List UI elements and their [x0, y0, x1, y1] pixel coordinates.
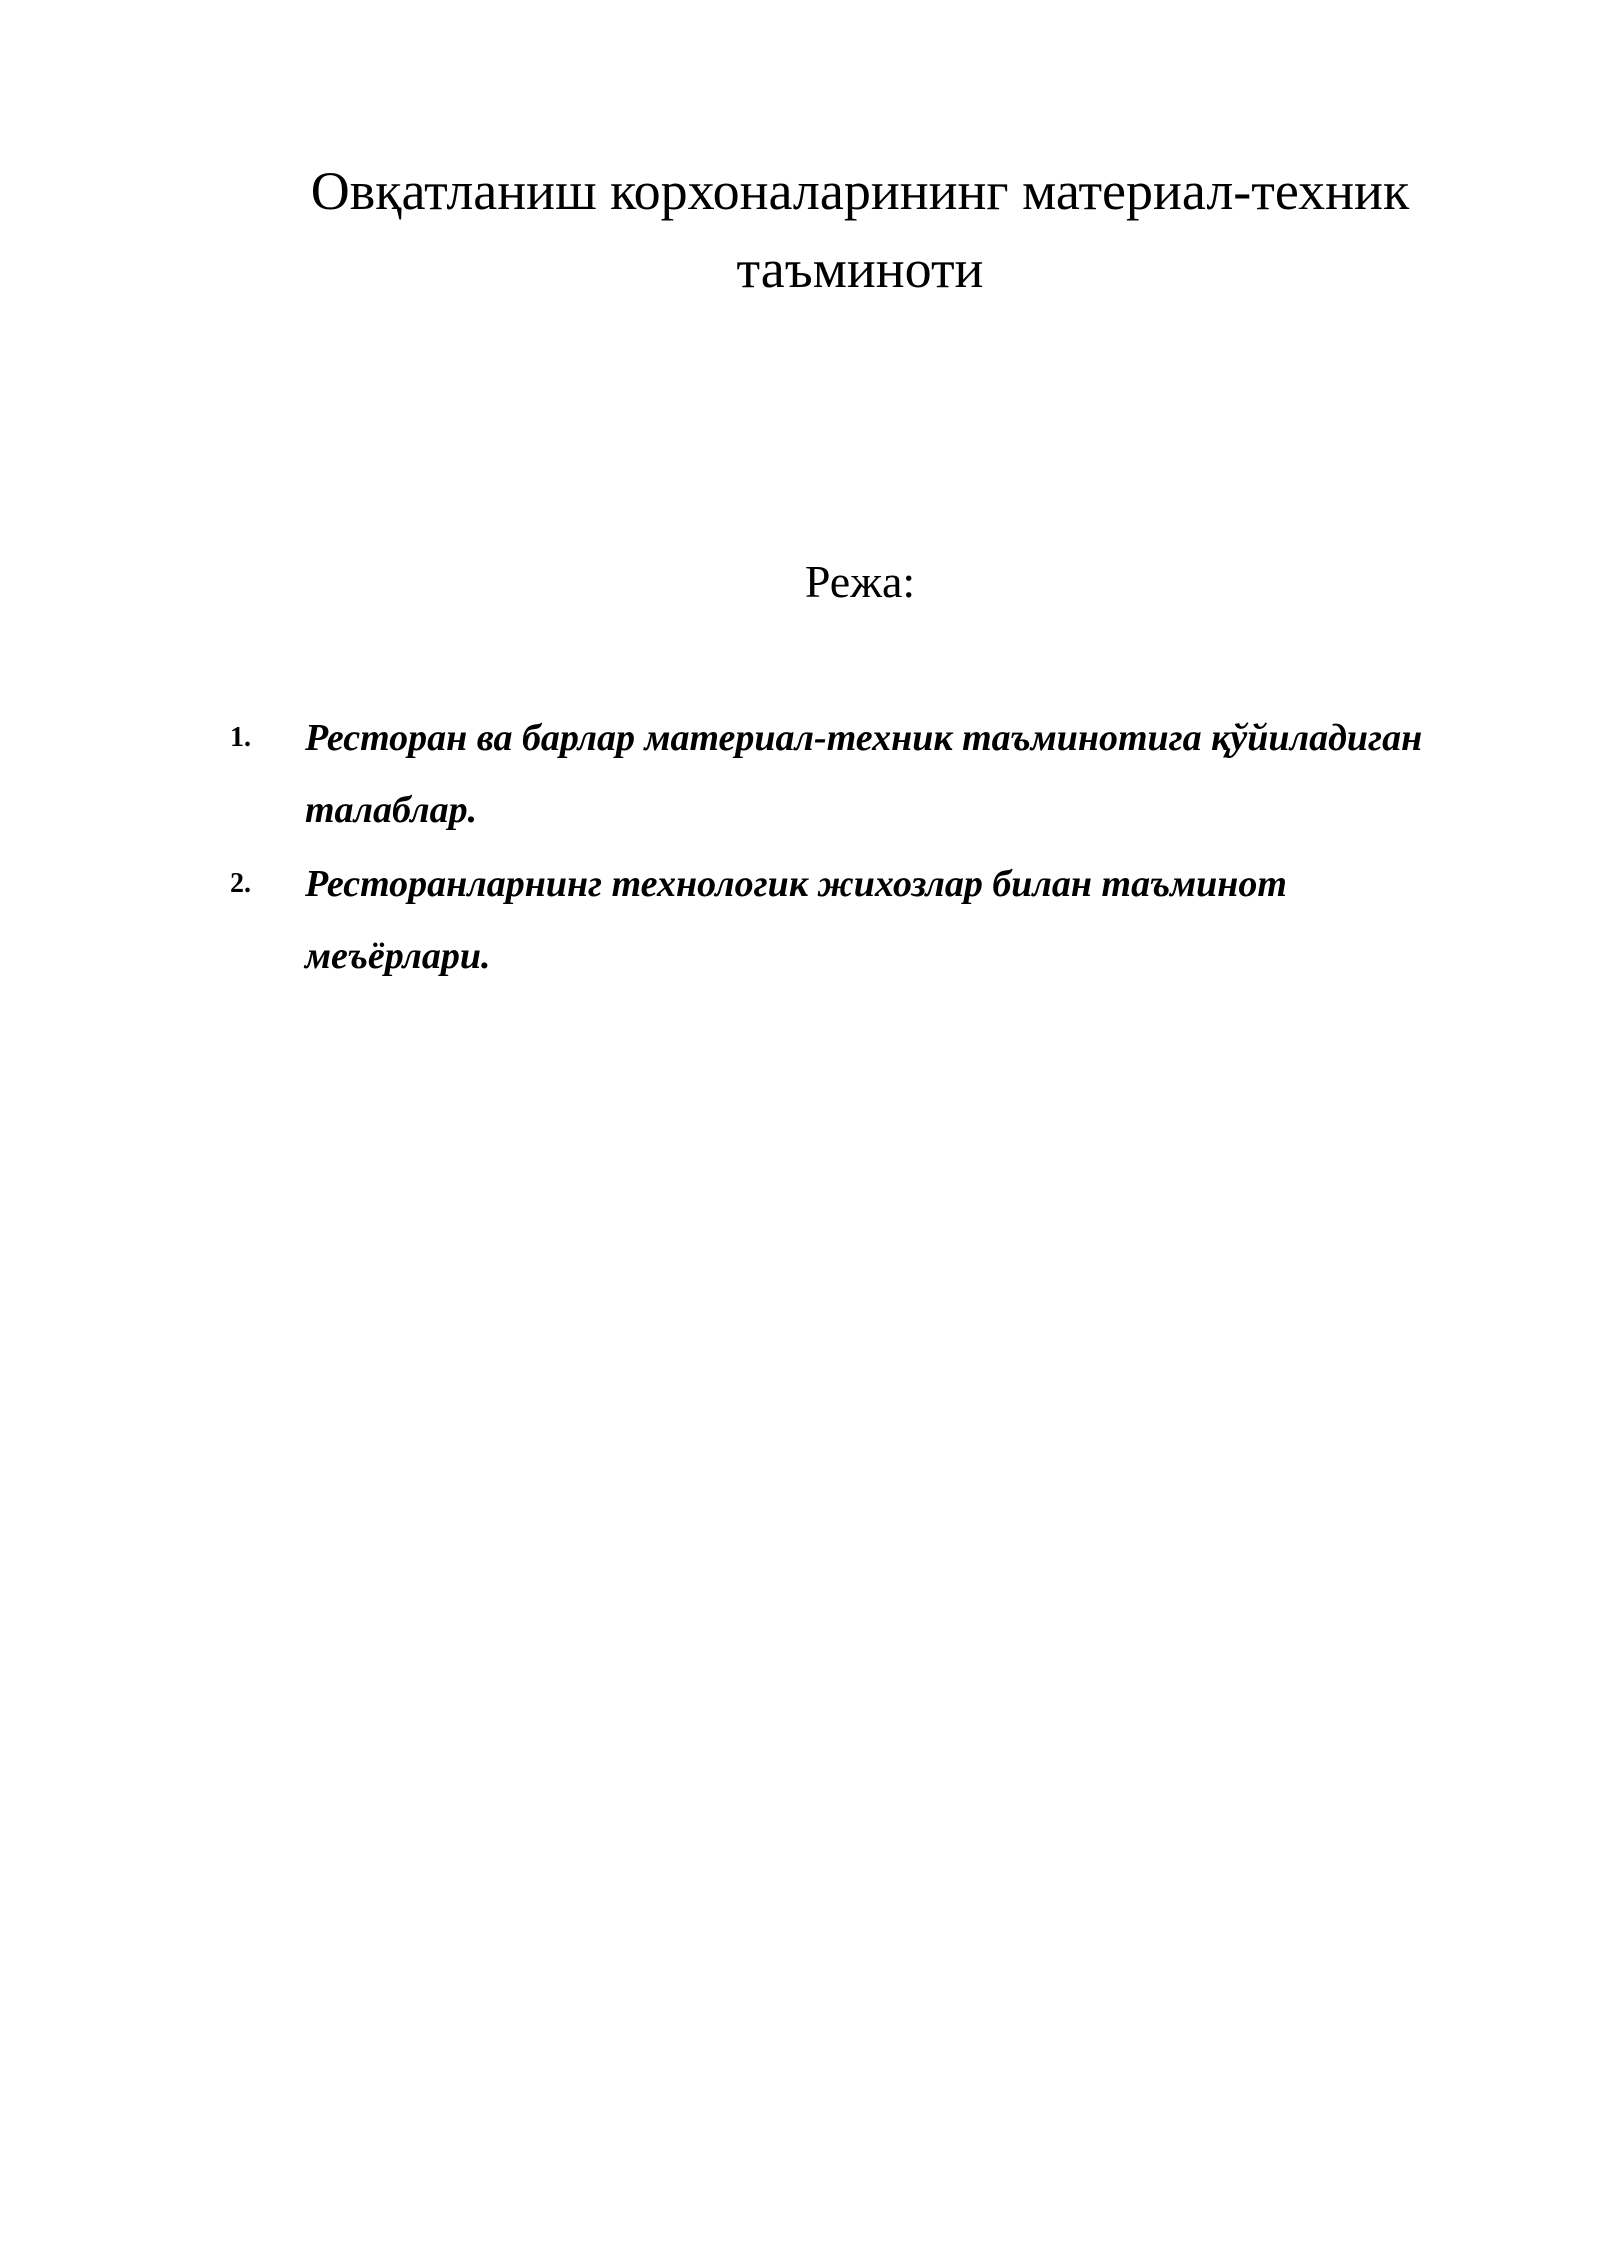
plan-item-text: Ресторан ва барлар материал-техник таъминотига қўйиладиган талаблар. [305, 717, 1423, 831]
plan-item-2 [230, 848, 1470, 992]
document-title [200, 152, 1520, 308]
plan-item-number: 2. [230, 868, 251, 899]
plan-item-number: 1. [230, 722, 251, 753]
plan-item-1 [230, 702, 1470, 846]
plan-item-text: Ресторанларнинг технологик жихозлар билан таъминот меъёрлари. [305, 863, 1287, 977]
document-title-line-2: таъминоти [736, 239, 984, 299]
plan-heading: Режа: [804, 556, 916, 607]
document-title-line-1: Овқатланиш корхоналарининг материал-техник [310, 161, 1410, 221]
plan-list [230, 702, 1470, 994]
